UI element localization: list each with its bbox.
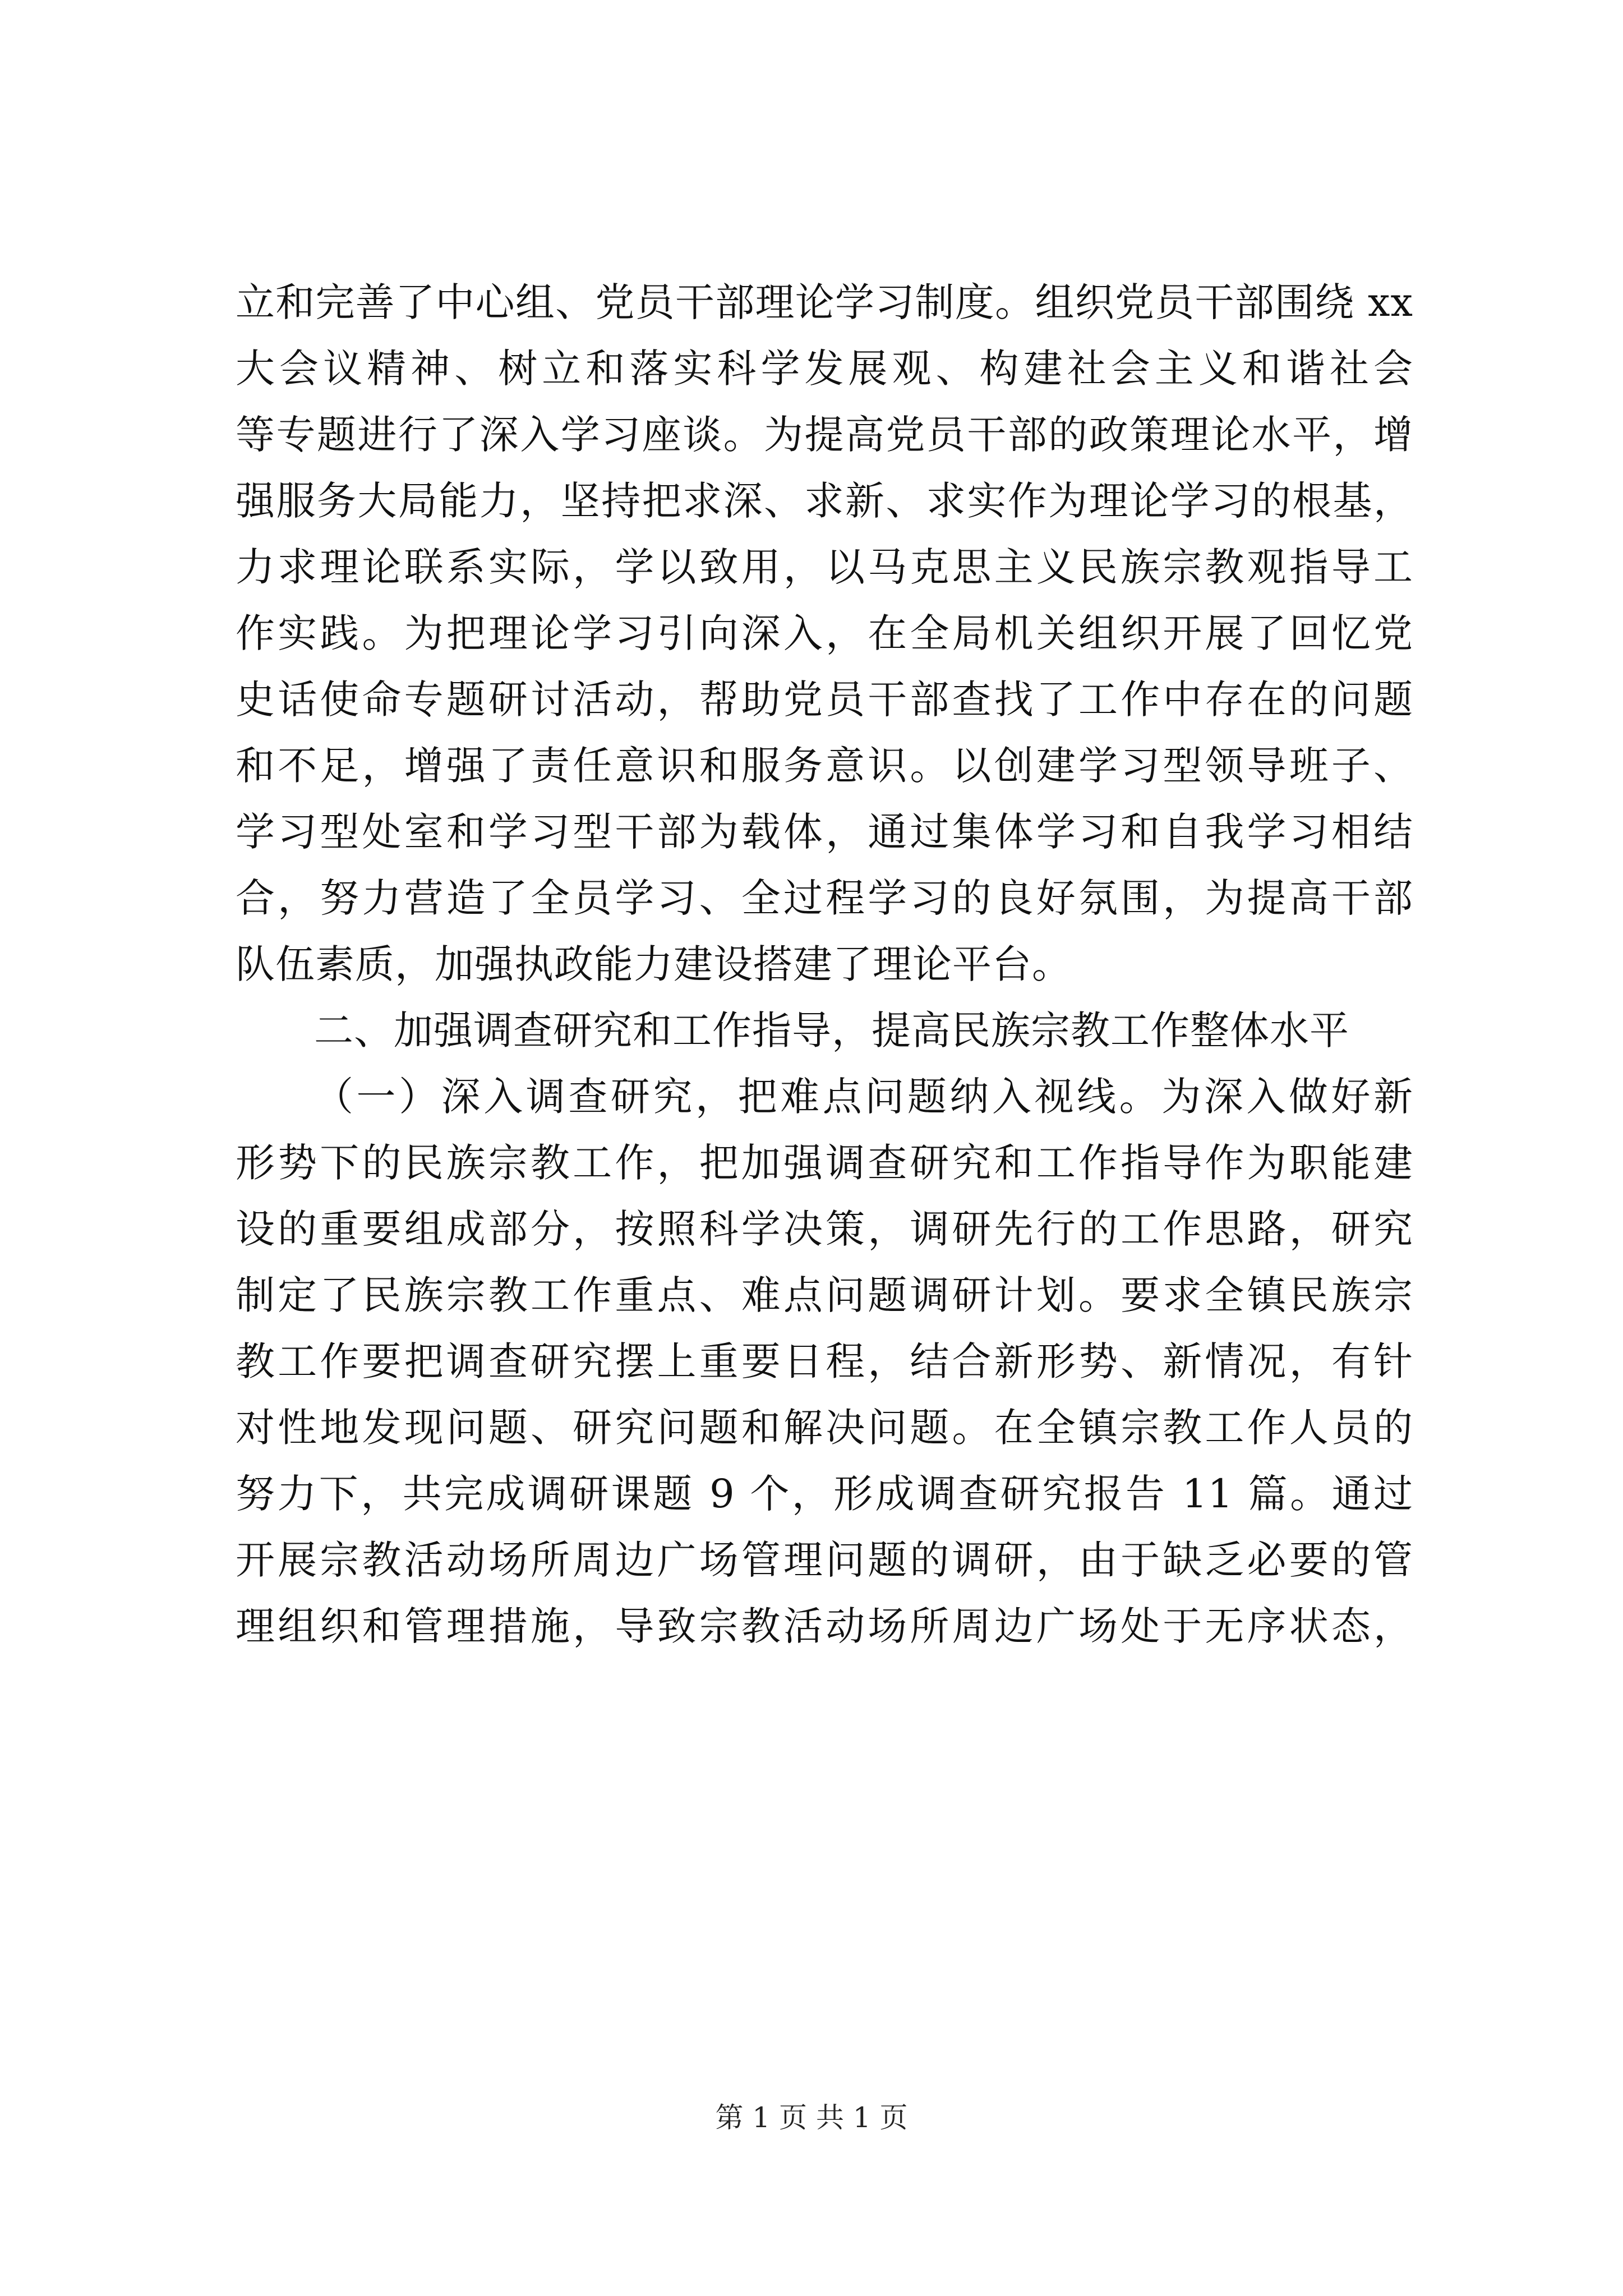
body-line: 等专题进行了深入学习座谈。为提高党员干部的政策理论水平，增 (236, 412, 1413, 458)
body-line: 理组织和管理措施，导致宗教活动场所周边广场处于无序状态， (236, 1603, 1413, 1649)
body-line: 教工作要把调查研究摆上重要日程，结合新形势、新情况，有针 (236, 1338, 1413, 1384)
body-line: 和不足，增强了责任意识和服务意识。以创建学习型领导班子、 (236, 743, 1413, 789)
section-heading: 二、加强调查研究和工作指导，提高民族宗教工作整体水平 (314, 1007, 1349, 1053)
body-line: 设的重要组成部分，按照科学决策，调研先行的工作思路，研究 (236, 1206, 1413, 1252)
body-line: 开展宗教活动场所周边广场管理问题的调研，由于缺乏必要的管 (236, 1537, 1413, 1583)
body-line: 制定了民族宗教工作重点、难点问题调研计划。要求全镇民族宗 (236, 1272, 1413, 1318)
body-line: 合，努力营造了全员学习、全过程学习的良好氛围，为提高干部 (236, 875, 1413, 921)
body-line: 作实践。为把理论学习引向深入，在全局机关组织开展了回忆党 (236, 610, 1413, 656)
body-line-paragraph-end: 队伍素质，加强执政能力建设搭建了理论平台。 (236, 941, 1072, 987)
subsection-heading-line: （一）深入调查研究，把难点问题纳入视线。为深入做好新 (314, 1074, 1413, 1120)
body-line: 对性地发现问题、研究问题和解决问题。在全镇宗教工作人员的 (236, 1405, 1413, 1451)
body-line: 形势下的民族宗教工作，把加强调查研究和工作指导作为职能建 (236, 1140, 1413, 1186)
body-line: 努力下，共完成调研课题 9 个，形成调查研究报告 11 篇。通过 (236, 1471, 1413, 1517)
body-line: 学习型处室和学习型干部为载体，通过集体学习和自我学习相结 (236, 809, 1413, 855)
page-footer: 第 1 页 共 1 页 (715, 2101, 908, 2134)
body-line: 立和完善了中心组、党员干部理论学习制度。组织党员干部围绕 xx (236, 279, 1413, 325)
body-line: 大会议精神、树立和落实科学发展观、构建社会主义和谐社会 (236, 346, 1413, 392)
body-line: 力求理论联系实际，学以致用，以马克思主义民族宗教观指导工 (236, 544, 1413, 590)
body-line: 强服务大局能力，坚持把求深、求新、求实作为理论学习的根基， (236, 478, 1413, 524)
document-body (236, 269, 1413, 1659)
body-line: 史话使命专题研讨活动，帮助党员干部查找了工作中存在的问题 (236, 677, 1413, 723)
